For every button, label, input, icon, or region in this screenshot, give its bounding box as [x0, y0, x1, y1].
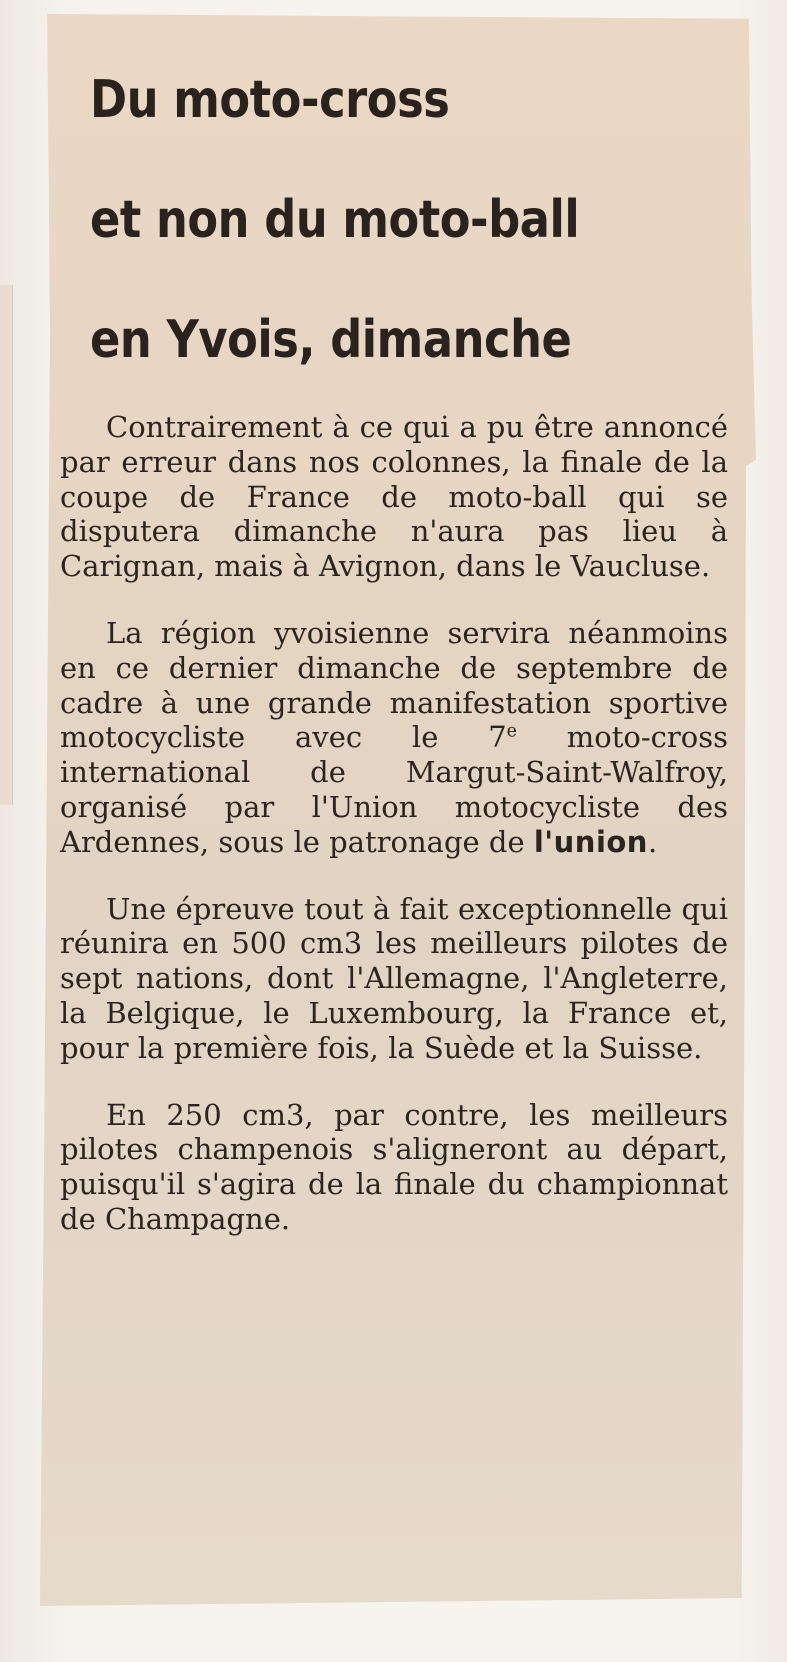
paragraph-3: Une épreuve tout à fait exceptionnelle qui réunira en 500 cm3 les meilleurs pilotes de sept nations, dont l'Allemagne, l'Angleterre, la Belgique, le Luxembourg, la France et, pour la première fois, la Suède et la Suisse. — [60, 891, 728, 1065]
adjacent-clipping-edge — [0, 285, 13, 805]
newspaper-name: l'union — [533, 824, 648, 859]
headline-line-3: en Yvois, dimanche — [90, 310, 572, 370]
article-body — [60, 410, 728, 1269]
ordinal-suffix: e — [506, 721, 517, 742]
headline-line-2: et non du moto-ball — [90, 190, 580, 250]
headline-line-1: Du moto-cross — [90, 70, 450, 130]
paragraph-2-text-c: . — [647, 824, 658, 859]
paragraph-2-text-a: La région yvoisienne servira néanmoins en ce dernier dimanche de septembre de cadre à une grande manifestation sportive motocycliste avec le 7 — [60, 615, 728, 755]
headline — [90, 40, 623, 400]
paragraph-2 — [60, 616, 728, 860]
paragraph-2-text-b: moto-cross international de Margut-Saint-Walfroy, organisé par l'Union motocycliste des Ardennes, sous le patronage de — [60, 720, 729, 859]
paragraph-1: Contrairement à ce qui a pu être annoncé par erreur dans nos colonnes, la finale de la coupe de France de moto-ball qui se disputera dimanche n'aura pas lieu à Carignan, mais à Avignon, dans le Vaucluse. — [60, 410, 728, 584]
paragraph-4: En 250 cm3, par contre, les meilleurs pilotes champenois s'aligneront au départ, puisqu'il s'agira de la finale du championnat de Champagne. — [60, 1097, 728, 1236]
